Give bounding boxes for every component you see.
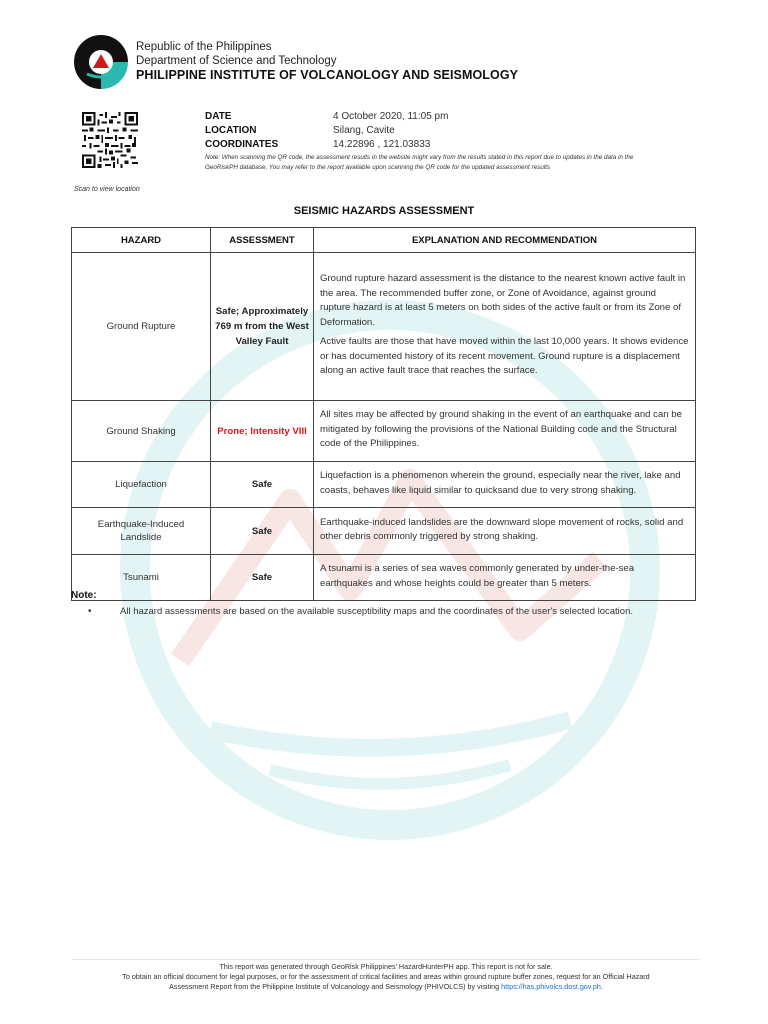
qr-code-icon[interactable] — [82, 112, 138, 168]
assessment-cell: Safe — [211, 508, 314, 555]
section-title: SEISMIC HAZARDS ASSESSMENT — [293, 205, 475, 217]
table-row — [72, 508, 696, 555]
hazard-cell: Ground Shaking — [72, 401, 211, 462]
note-text: All hazard assessments are based on the available susceptibility maps and the coordinates of the user's selected location. — [120, 606, 633, 617]
assessment-cell: Safe — [211, 462, 314, 508]
footer-period: . — [600, 982, 603, 991]
date-row — [205, 110, 665, 124]
column-header-explanation: EXPLANATION AND RECOMMENDATION — [314, 228, 696, 253]
assessment-cell: Safe; Approximately 769 m from the West Valley Fault — [211, 253, 314, 401]
org-name: PHILIPPINE INSTITUTE OF VOLCANOLOGY AND SEISMOLOGY — [136, 68, 519, 82]
explanation-cell — [314, 508, 696, 555]
assessment-cell: Safe — [211, 555, 314, 601]
footer-line-1: This report was generated through GeoRisk Philippines' HazardHunterPH app. This report is not for sale. — [219, 962, 553, 971]
phivolcs-logo-icon — [73, 34, 129, 90]
table-row — [72, 555, 696, 601]
org-line-1: Republic of the Philippines — [136, 41, 272, 53]
report-info — [205, 110, 665, 172]
hazard-cell: Ground Rupture — [72, 253, 211, 401]
explanation-cell — [314, 462, 696, 508]
explanation-cell — [314, 555, 696, 601]
explanation-paragraph: Liquefaction is a phenomenon wherein the ground, especially near the river, lake and coasts, behaves like liquid similar to quicksand due to very strong shaking. — [320, 470, 681, 496]
table-header-row — [72, 228, 696, 253]
footer-line-2: To obtain an official document for legal purposes, or for the assessment of critical facilities and areas within ground rupture buffer zones, request for an Official Hazard — [122, 972, 650, 981]
explanation-cell — [314, 401, 696, 462]
table-row — [72, 462, 696, 508]
location-row — [205, 124, 665, 138]
bullet-icon: • — [88, 606, 92, 617]
coordinates-label: COORDINATES — [205, 139, 279, 150]
organization-block — [136, 40, 518, 82]
column-header-assessment: ASSESSMENT — [211, 228, 314, 253]
qr-note: Note: When scanning the QR code, the assessment results in the website might vary from the results stated in this report due to updates in the data in the GeoRiskPH database. You may refer to the report available upon scanning the QR code for the updated assessment results — [205, 154, 634, 171]
assessment-cell: Prone; Intensity VIII — [211, 401, 314, 462]
note-item — [88, 606, 633, 617]
hazard-cell: Earthquake-Induced Landslide — [72, 508, 211, 555]
qr-caption: Scan to view location — [74, 186, 140, 193]
date-label: DATE — [205, 111, 232, 122]
explanation-paragraph: Active faults are those that have moved within the last 10,000 years. It shows evidence or has documented history of its recent movement. Ground rupture is a displacement along an active fault trace that reaches the surface. — [320, 336, 689, 377]
location-label: LOCATION — [205, 125, 257, 136]
footer-line-3-text: Assessment Report from the Philippine Institute of Volcanology and Seismology (PHIVOLCS) by visiting — [169, 982, 500, 991]
table-row — [72, 253, 696, 401]
explanation-paragraph: Earthquake-induced landslides are the downward slope movement of rocks, solid and other debris commonly triggered by strong shaking. — [320, 516, 684, 542]
column-header-hazard: HAZARD — [72, 228, 211, 253]
hazard-cell: Liquefaction — [72, 462, 211, 508]
location-value: Silang, Cavite — [333, 125, 395, 136]
explanation-paragraph: All sites may be affected by ground shaking in the event of an earthquake and can be mitigated by following the provisions of the National Building code and the Structural code of the Philippines. — [320, 409, 682, 450]
explanation-paragraph: A tsunami is a series of sea waves commonly generated by under-the-sea earthquakes and whose heights could be greater than 5 meters. — [320, 563, 635, 589]
explanation-cell — [314, 253, 696, 401]
coordinates-value: 14.22896 , 121.03833 — [333, 139, 431, 150]
phivolcs-link[interactable]: https://has.phivolcs.dost.gov.ph — [501, 982, 601, 991]
hazard-cell: Tsunami — [72, 555, 211, 601]
explanation-paragraph: Ground rupture hazard assessment is the distance to the nearest known active fault in the area. The recommended buffer zone, or Zone of Avoidance, against ground rupture hazard is at least 5 meters on both sides of the active fault or from its Zone of Deformation. — [320, 273, 686, 328]
footer — [72, 962, 700, 992]
hazards-table — [71, 227, 696, 601]
table-row — [72, 401, 696, 462]
coordinates-row — [205, 138, 665, 152]
org-line-2: Department of Science and Technology — [136, 55, 337, 67]
note-title: Note: — [71, 590, 97, 601]
footer-divider — [72, 959, 700, 960]
date-value: 4 October 2020, 11:05 pm — [333, 111, 449, 122]
footer-line-3 — [72, 982, 700, 992]
